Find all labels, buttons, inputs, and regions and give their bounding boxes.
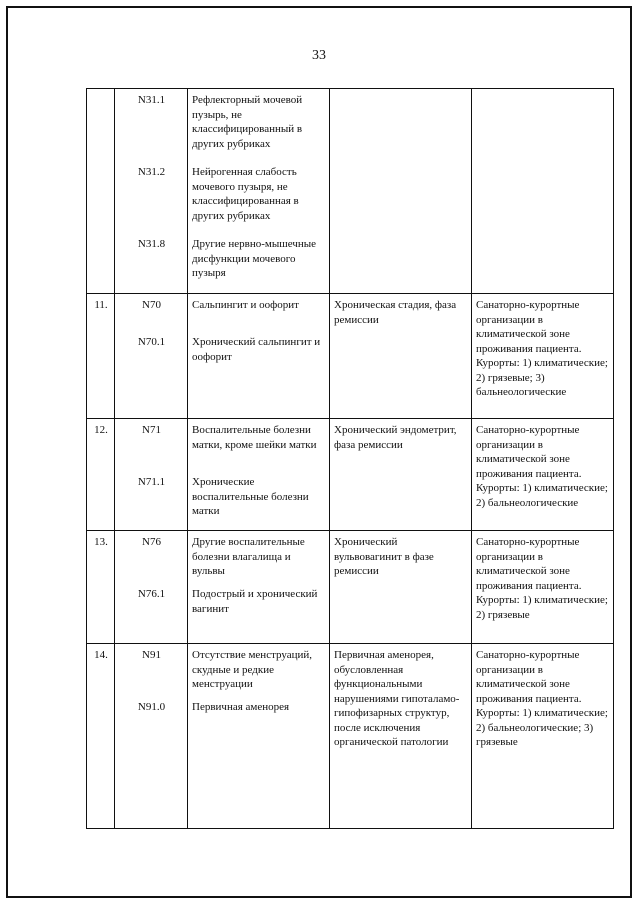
- diagnosis-name: Рефлекторный мочевой пузырь, не классифицированный в других рубриках: [192, 94, 303, 150]
- stage-cell: [330, 89, 472, 294]
- code-entry: N76.1: [137, 588, 166, 600]
- resorts-cell: [472, 89, 614, 294]
- code-cell: [115, 644, 188, 829]
- diagnosis-name: Первичная аменорея: [192, 701, 290, 713]
- diagnosis-name: Сальпингит и оофорит: [192, 299, 299, 311]
- code-entry: N91: [142, 649, 161, 661]
- code-entry: N71: [142, 424, 161, 436]
- diagnosis-name: Другие воспалительные болезни влагалища и вульвы: [192, 536, 305, 577]
- row-number: 14.: [87, 644, 115, 829]
- stage-cell: Хронический эндометрит, фаза ремиссии: [330, 419, 472, 531]
- name-cell: [188, 89, 330, 294]
- code-entry: N31.2: [137, 166, 166, 178]
- resorts-cell: Санаторно-курортные организации в климатической зоне проживания пациента. Курорты: 1) климатические; 2) грязевые; 3) бальнеологические: [472, 294, 614, 419]
- code-entry: N76: [142, 536, 161, 548]
- table-row: [87, 644, 614, 829]
- table-row: [87, 89, 614, 294]
- diagnosis-name: Подострый и хронический вагинит: [192, 588, 318, 615]
- code-entry: N91.0: [137, 701, 166, 713]
- resorts-cell: Санаторно-курортные организации в климатической зоне проживания пациента. Курорты: 1) климатические; 2) бальнеологические: [472, 419, 614, 531]
- diagnosis-name: Хронические воспалительные болезни матки: [192, 476, 309, 517]
- resorts-cell: Санаторно-курортные организации в климатической зоне проживания пациента. Курорты: 1) климатические; 2) бальнеологические; 3) грязевые: [472, 644, 614, 829]
- code-entry: N70.1: [137, 336, 166, 348]
- name-cell: [188, 531, 330, 644]
- page-number: 33: [312, 48, 326, 63]
- code-cell: [115, 531, 188, 644]
- diagnosis-name: Хронический сальпингит и оофорит: [192, 336, 321, 363]
- name-cell: [188, 294, 330, 419]
- code-cell: [115, 419, 188, 531]
- diagnosis-name: Нейрогенная слабость мочевого пузыря, не классифицированная в других рубриках: [192, 166, 299, 222]
- document-page: [6, 6, 632, 898]
- stage-cell: Хроническая стадия, фаза ремиссии: [330, 294, 472, 419]
- resorts-cell: Санаторно-курортные организации в климатической зоне проживания пациента. Курорты: 1) климатические; 2) грязевые: [472, 531, 614, 644]
- code-entry: N71.1: [137, 476, 166, 488]
- row-number: 13.: [87, 531, 115, 644]
- code-entry: N70: [142, 299, 161, 311]
- table-row: [87, 294, 614, 419]
- table-row: [87, 531, 614, 644]
- name-cell: [188, 419, 330, 531]
- stage-cell: Первичная аменорея, обусловленная функциональными нарушениями гипоталамо-гипофизарных структур, после исключения органической патологии: [330, 644, 472, 829]
- code-entry: N31.8: [137, 238, 166, 250]
- name-cell: [188, 644, 330, 829]
- row-number: 11.: [87, 294, 115, 419]
- code-entry: N31.1: [137, 94, 166, 106]
- resort-table: [86, 88, 614, 829]
- code-cell: [115, 294, 188, 419]
- row-number: 12.: [87, 419, 115, 531]
- diagnosis-name: Воспалительные болезни матки, кроме шейки матки: [192, 424, 317, 451]
- diagnosis-name: Отсутствие менструаций, скудные и редкие менструации: [192, 649, 313, 690]
- row-number: [87, 89, 115, 294]
- table-row: [87, 419, 614, 531]
- stage-cell: Хронический вульвовагинит в фазе ремиссии: [330, 531, 472, 644]
- diagnosis-name: Другие нервно-мышечные дисфункции мочевого пузыря: [192, 238, 317, 279]
- code-cell: [115, 89, 188, 294]
